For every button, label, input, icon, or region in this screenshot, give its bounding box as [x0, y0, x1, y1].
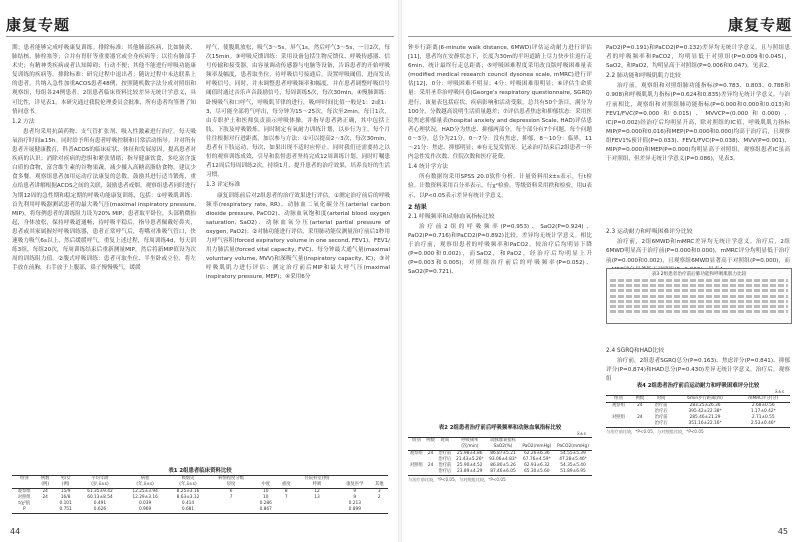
table-header-cell: 其他: [371, 482, 388, 489]
table-header-cell: 重度: [278, 482, 295, 489]
table-cell: 观察组: [612, 403, 625, 408]
table-row: [610, 300, 788, 303]
header-rule-right: [408, 36, 792, 37]
table-caption: 表2 2组患者治疗前后呼吸频率和动脉血氧指标比较: [438, 425, 562, 431]
table-header-cell: mMRC评分(分): [737, 396, 790, 403]
table-cell: [36, 507, 53, 514]
table-cell: 2.71±0.55: [751, 415, 775, 420]
table-cell: 25.98±4.86: [457, 451, 483, 456]
right-column-2: [606, 44, 790, 384]
table-row: [12, 507, 388, 514]
table-cell: 0.039: [138, 501, 152, 506]
table-cell: 观察组: [17, 489, 31, 494]
table-1: [12, 463, 388, 514]
table-cell: 24: [42, 489, 48, 494]
table-cell: 24: [637, 415, 643, 420]
table-cell: 285.46±21.29: [689, 415, 721, 420]
table-header-cell: 呼吸: [295, 482, 339, 489]
section-header-right: 康复专题: [727, 16, 792, 34]
table-header-cell: PaCO2(mmHg): [554, 444, 592, 451]
paragraph: 治疗前2组的呼吸频率(P=0.953)、SaO2(P=0.924)、PaO2(P=0.716)和PaCO2(P=0.892)比较，差异均无统计学意义。相比于治疗前，观察组患者的呼吸频率和PaCO2，较治疗后均明显下降(P=0.000和0.002)，而SaO2，和PaO2，经治疗后均明显上升(P=0.003和0.005)；对照组治疗前后的呼吸频率(P=0.052)、SaO2(P=0.721)、: [408, 223, 592, 276]
table-cell: 1.17±0.42*: [750, 409, 776, 414]
table-cell: 0.899: [339, 507, 371, 514]
table-unit: x̄±s: [577, 432, 586, 437]
table-header-cell: 例数: [631, 396, 649, 403]
table-caption: 表1 2组患者临床资料比较: [168, 468, 232, 474]
paragraph: 呼气，使腹肌放松，吸气3～5s，屏气1s，然后呼气3～5s，一日2次，每次15min。③呼吸反馈训练：采用设备包括生物反馈仪、呼吸传感器、信号传输和接受器。由容量调动传感器与电脑等设备，告诉患者的开始呼吸频率及幅度，患者取坐位，待呼吸信号接通后，设置呼吸阈值，进而发出呼吸信号，同时，并未调整患者呼吸频率和幅度，并在患者调整呼吸信号阈值时通过音乐声音鼓励信号，每周训练5次，每次30min。④慢肺训练：卧慢吸气和口呼气，呼吸肌节律的进行，吸/呼时间比值一般是1：2或1：3，尽可能全部将气呼出，每分钟为15～25次，每次至2min，每日1次，由专职护士和医师负责演示呼吸体操，并指导患者熟正确，其中包括上肢、下肢及呼吸锻炼。同时制定有氧耐力训练计划，以步行为主，每个月往往根据对行进距离，加以参与方法：①可以提高2～3次，每次30min，患者有下肢运动，每次，如果出现不适时应停止。同时我们还需要持之以恒的观察训练成效，引导和监督患者坚持完成12周训练计划。同时叮嘱患者12周后每周训练2次，持续1月，提升患者的治疗效果，培养良好的生活习惯。: [206, 45, 390, 179]
table-header-cell: (例): [36, 482, 53, 489]
table-cell: 24: [637, 403, 643, 408]
table-row: [606, 421, 790, 428]
table-header-cell: (年,x̄±s): [123, 482, 168, 489]
table-cell: 13: [314, 495, 320, 500]
paragraph: 治疗前，2组6MWD和mMRC差异均无统计学意义。治疗后，2组6MWD明显高于治疗前(P=0.000和0.000)，mMRC评分均明显低于治疗前(P=0.000和0.002)，且观察组6MWD显著高于对照组(P=0.000)，而: [606, 239, 790, 264]
table-cell: 16/8: [60, 495, 71, 500]
table-2-grid: [408, 437, 592, 476]
table-cell: 351.16±22.16*: [674, 421, 737, 428]
table-cell: 8.25±3.16: [176, 489, 200, 494]
table-header-cell: 组别: [408, 438, 425, 445]
table-cell: 对照组: [409, 463, 423, 468]
table-cell: 86.80±5.26: [490, 463, 516, 468]
table-cell: 对照组: [612, 415, 625, 420]
table-cell: [631, 421, 649, 428]
table-header-cell: PaO2(mmHg): [520, 444, 555, 451]
table-header-cell: 吸烟史: [168, 476, 209, 483]
table-caption: 表3 2组患者治疗前后肺功能和呼吸肌肌力比较: [651, 272, 747, 277]
table-cell: 395.42±22.38*: [688, 409, 722, 414]
table-cell: 治疗后: [649, 421, 674, 428]
table-cell: P: [12, 507, 36, 514]
table-header-cell: (年,x̄±s): [168, 482, 209, 489]
table-cell: 治疗后: [438, 457, 452, 462]
table-header-cell: 平均年龄: [77, 476, 122, 483]
table-cell: 23.89±4.29: [453, 469, 486, 476]
table-cell: 24: [427, 463, 434, 468]
table-cell: 65.30±5.60: [520, 469, 555, 476]
table-cell: 87.46±6.05: [486, 469, 519, 476]
table-header-cell: 康复医学: [339, 482, 371, 489]
table-cell: [208, 507, 254, 514]
table-header-cell: 轻度: [208, 482, 254, 489]
table-header-cell: 男/女: [54, 476, 78, 483]
table-cell: 93.06±4.83*: [489, 457, 517, 462]
table-cell: 0.213: [348, 501, 361, 506]
table-cell: 0.969: [123, 507, 168, 514]
table-cell: [425, 469, 437, 476]
table-cell: 15/9: [60, 489, 71, 494]
table-header-cell: (例): [54, 482, 78, 489]
table-cell: [606, 421, 631, 428]
table-caption: 表4 2组患者治疗前后运动耐力和呼吸困难评分比较: [636, 383, 760, 389]
table-header-cell: SaO2(%): [486, 444, 519, 451]
table-cell: 61.35±9.42: [87, 489, 113, 494]
paragraph: 治疗前，2组患者SGRQ总分(P=0.163)、焦虑评分(P=0.841)、抑郁评分(P=0.874)和HAD总分(P=0.430)差异无统计学意义。治疗后，观察组: [606, 357, 790, 382]
table-header-cell: 例数: [36, 476, 53, 483]
table-cell: [371, 507, 388, 514]
table-cell: 2.53±0.46*: [737, 421, 790, 428]
table-cell: 9: [353, 495, 357, 500]
table-cell: 21.43±5.26*: [455, 457, 484, 462]
header-rule-left: [6, 36, 394, 37]
paragraph: 所有数据均采用SPSS 20.0软件分析。计量资料用x̄±s表示，行t检验。计数资料采用百分率表示，行χ²检验。等级资料采用秩和检验，用U表示，以P<0.05表示差异有统计学意义。: [408, 174, 592, 199]
table-cell: 86.87±5.21: [490, 451, 516, 456]
table-row: [408, 469, 592, 476]
table-header-cell: 组别: [606, 396, 631, 403]
table-unit: x̄±s: [775, 390, 784, 395]
table-cell: 62.26±6.36: [524, 451, 550, 456]
table-cell: 12: [314, 489, 320, 494]
paragraph: 患者均采用抗菌药物、支气管扩张剂、吸入性激素进行治疗，每天吸氧治疗时间≥15h。同时给予所有患者呼吸控制和日常活动指导。并对所有患者开展健康教育，科普ACOS的临床症状、体征和发展原因，提高患者对疾病的认识；消除对疾病的恐惧和紧张情绪；指导健康饮食，多吃富含蛋白质的食物，富含维生素的谷物果蔬，减少摄入高糖高脂肪食物，建议少食多餐。观察组患者加用运动疗法康复的总数，鼓励其进行适当锻炼，重点给患者讲解根据ACOS之间的关联，鼓励患者戒烟。观察组患者同时进行为期12周的急性期和稳定期的呼吸功能康复训练，包括：①呼吸肌训练：首先利用呼吸器测试患者的最大吸气压(maximal inspiratory pressure, MIP)，将每例患者的训练阻力设为20% MIP，患者取平卧位，头部稍微抬起，身体放松，保持呼吸道通畅，待呼吸平稳后，指导患者佩戴好鼻夹，患者或其家属握好呼吸训练器，患者正常呼气后，将嘴对准吸气管口，快速吸力吸气6s以上，然后缓缓呼气，重复上述过程，每周训练4d，每天训练3组，每组20次，每周训练结束后重新测量MIP，然后将新MIP值设为次周的训练阻力值。②腹式呼吸训练：患者可取坐位、半坐卧或立位，将左手放在前胸，右手放于上腹部，鼻子慢慢吸气，缓缓: [12, 128, 196, 272]
table-header-cell: (次/min): [453, 444, 486, 451]
section-heading: 2.1 呼吸频率和动脉血氧指标比较: [408, 213, 495, 220]
table-cell: 12.29±3.16: [132, 495, 158, 500]
table-row: [610, 284, 788, 287]
table-cell: 观察组: [409, 451, 423, 456]
table-cell: 51.89±6.95: [554, 469, 592, 476]
table-cell: 0.101: [59, 501, 72, 506]
table-row: [610, 289, 788, 292]
table-cell: 3: [377, 489, 381, 494]
table-cell: 283.25±26.36: [689, 403, 721, 408]
table-row: [610, 295, 788, 298]
table-cell: 54.35±5.40: [560, 463, 586, 468]
table-header-cell: 病情程度分级: [208, 476, 254, 483]
page-number-right: 45: [777, 527, 788, 536]
table-cell: 7: [229, 495, 233, 500]
table-cell: 54.55±5.39: [560, 451, 586, 456]
table-cell: [295, 507, 339, 514]
table-1-grid: [12, 475, 388, 514]
table-3-rows: [610, 279, 788, 315]
paragraph: PaO2(P=0.191)和PaCO2(P=0.132)差异均无统计学意义。且与照组患者的呼吸频率和PaCO2，均明显低于对照组(P=0.009和0.045)，SaO2，和PaO2，均明显高于对照组(P=0.006和0.047)，见表2。: [606, 45, 790, 70]
table-header-cell: 病程: [123, 476, 168, 483]
table-cell: 治疗后: [438, 469, 452, 474]
table-cell: 60.13±8.54: [87, 495, 113, 500]
table-header-cell: (岁,x̄±s): [77, 482, 122, 489]
table-cell: 0.867: [254, 507, 278, 514]
table-cell: 47.28±5.46*: [559, 457, 587, 462]
table-cell: 9: [353, 489, 357, 494]
table-cell: 治疗前: [438, 463, 452, 468]
table-cell: 8: [284, 489, 288, 494]
table-header-cell: 例数: [426, 438, 435, 443]
table-header-cell: 呼吸频率: [453, 438, 486, 445]
table-cell: 0.414: [181, 501, 195, 506]
table-header-cell: 组别: [12, 476, 36, 483]
table-cell: 0.681: [168, 507, 209, 514]
table-row: [610, 310, 788, 313]
page-number-left: 44: [10, 527, 21, 536]
table-cell: 0.491: [93, 501, 107, 506]
table-cell: 0.751: [54, 507, 78, 514]
table-cell: 24: [42, 495, 48, 500]
left-column-2: [206, 44, 390, 282]
table-cell: 8.63±3.12: [176, 495, 200, 500]
section-heading: 1.4 统计学方法: [408, 164, 449, 171]
table-header-cell: 6min步行距离(m): [674, 396, 737, 403]
table-row: [610, 279, 788, 282]
table-cell: 67.76±4.59*: [523, 457, 551, 462]
table-cell: t/χ²值: [18, 501, 31, 506]
table-4: [606, 378, 790, 435]
left-column-1: [12, 44, 196, 273]
table-cell: 25.90±4.52: [457, 463, 483, 468]
table-header-cell: 动脉血氧指标: [486, 438, 519, 445]
table-cell: 10: [263, 489, 269, 494]
section-heading: 2.2 肺功能和呼吸肌肌力比较: [606, 73, 681, 80]
table-header-cell: 住院科室(例): [295, 476, 339, 483]
table-row: [610, 305, 788, 308]
table-header-cell: 中度: [254, 482, 278, 489]
table-cell: 2: [377, 495, 381, 500]
table-note: 与治疗前比较，*P<0.05，与对照组比较，*P<0.05: [408, 477, 506, 482]
table-cell: 7: [284, 495, 288, 500]
paragraph: 期；患者能够完成呼吸康复训练。排除标准：其他肺部疾病，比如肺炎、肺结核、肺栓塞等；合并有胃肝等重要器官或全身疾病等；以往有肺部手术史；有精神类疾病或者认知障碍；行动不便；其他不能进行呼吸功能康复训练的疾病等。排除标准：研究过程中退出者；随访过程中未达联系上的患者。共纳入急性加重ACOS患者48例，按照随机数字法分成对照组和观察组，每组各24例患者。2组患者临床资料比较差异无统计学意义，具可比性，详见表1。本研究通过我院伦理委员会批准，所有患者均签署了知情同意书。: [12, 45, 196, 115]
table-cell: 治疗前: [438, 451, 452, 456]
table-cell: 治疗前: [654, 415, 668, 420]
section-heading: 2.3 运动耐力和呼吸困难评分比较: [606, 229, 693, 236]
table-note: 与治疗前比较，*P<0.05，与对照组比较，*P<0.05: [606, 429, 704, 434]
table-cell: 治疗后: [654, 409, 668, 414]
table-cell: 2.68±0.56: [751, 403, 775, 408]
section-heading: 1.2 方法: [12, 118, 35, 125]
table-cell: 0.286: [259, 501, 272, 506]
section-heading: 2.4 SGRQ和HAD比较: [606, 347, 665, 354]
table-header-cell: 时间: [437, 438, 454, 445]
table-cell: 10: [263, 495, 269, 500]
table-cell: 12.25±3.94: [132, 489, 158, 494]
table-2: [408, 420, 592, 483]
table-cell: 6: [229, 489, 233, 494]
paragraph: 钟步行距离(6-minute walk distance, 6MWD)评估运动耐力进行评估[11]，患者均在安静状态下，长度为30m的平坦道路上尽力快步往返行走6min，统计最终行走总距离；⑤呼吸困难程度采用改良版呼吸困难量表(modified medical research council dysonea scale, mMRC)进行评估[12]，0分：呼吸困难不明显；4分：呼吸困难很明显；⑥评估生命质量：采用圣乔治呼吸问卷(George's respiratory questionnaire, SGRQ)进行，该量表包括症状、疾病影响和活动受限，总共有50个条目，满分为100分，分数越高说明生活质量越差；⑦评估患者焦虑和抑郁状态：采用医院焦虑抑郁量表(hospital anxiety and depression Scale, HAD)评估患者心理状况，HAD分为焦虑、抑郁两部分，每个部分有7个问题，每个问题0～3分，总分为21分，0～7分：没有焦虑，抑郁，8～10分：临界，11～21分：焦虑、抑郁明显；⑧有无复发情况：记录治疗结束后2组患者一年内急性发作次数、住院次数和医疗花费。: [408, 45, 592, 161]
section-heading: 2 结果: [408, 203, 427, 211]
table-cell: 24: [427, 451, 434, 456]
table-cell: 对照组: [17, 495, 31, 500]
table-header-cell: 时间: [649, 396, 674, 403]
table-cell: 治疗前: [654, 403, 668, 408]
right-column-1: [408, 44, 592, 277]
table-cell: [278, 507, 295, 514]
paragraph: 康复训练前后对2组患者的治疗效果进行评估。①测定治疗前后的呼吸频率(respiratory rate, RR)、动脉血二氧化碳分压(arterial carbon dioxide pressure, PaCO2)、动脉血氧饱和度(arterial blood oxygen saturation, SaO2)、动脉血氧分压(arterial partial pressure of oxygen, PaO2)；②对肺功能进行评估，采用肺功能仪测量治疗前后1秒用力呼气容积(forced expiratory volume in one second, FEV1)、FEV1/用力肺活量(forced vital capacity, FVC)、每分钟最大通气量(maximal voluntary volume, MVV)和深吸气量(inspiratory capacity, IC)；③对呼吸肌肌力进行评估：测定治疗前后MIP和最大呼气压(maximal inspiratory pressure, MEP)；④采用6分: [206, 192, 390, 281]
table-cell: 62.93±6.32: [524, 463, 550, 468]
section-header-left: 康复专题: [6, 16, 71, 34]
table-cell: 0.626: [77, 507, 122, 514]
table-3-figure: [606, 268, 792, 324]
table-4-grid: [606, 395, 790, 428]
paragraph: 治疗前，观察组和对照组肺功能指标(P=0.783、0.803、0.788和0.908)和呼吸肌肌力指标(P=0.624和0.835)差异均无统计学意义。与治疗前相比，观察组和对照组肺功能指标(P=0.000和0.000和0.013)和FEV1/FVC(P=0.000和0.015)、MVVCP=(0.000和0.000)、IC(P=0.002)经治疗后均明显升高，除对照组的IC值，呼吸肌肌力指标MIP(P=0.000和0.016)和MEP(P=0.000和0.000)均高于治疗后，且观察组FEV1%预计值(P=0.033)、FEV1/FVC(P=0.038)、MVV(P=0.001)、MIP(P=0.000)和MEP(P=0.000)均明显高于对照组，观察组患者IC虽高于对照组，但差异无统计学意义(P=0.086)，见表3。: [606, 83, 790, 163]
table-cell: [408, 469, 425, 476]
section-heading: 1.3 评定标准: [206, 182, 241, 189]
